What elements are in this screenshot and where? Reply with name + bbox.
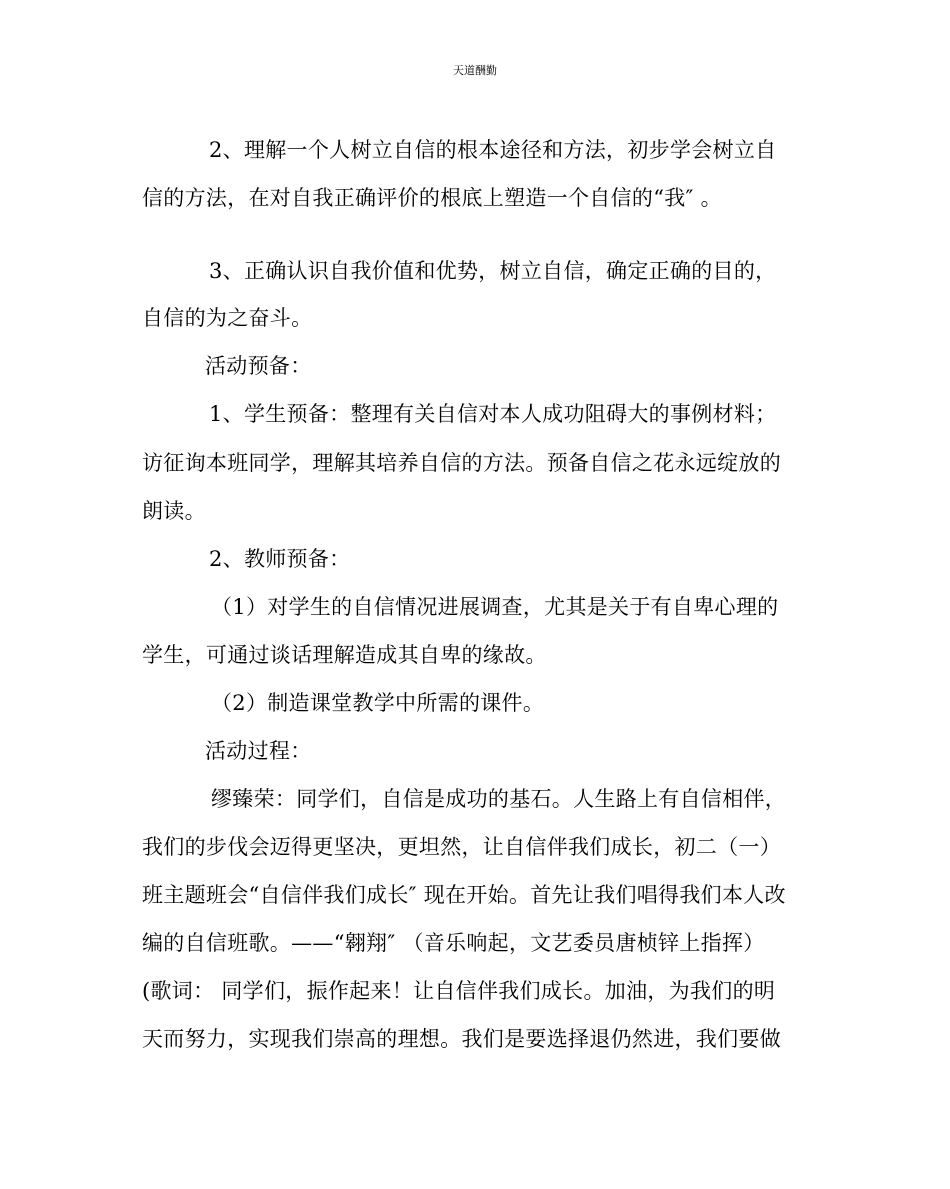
text-line: 访征询本班同学，理解其培养自信的方法。预备自信之花永远绽放的	[142, 451, 781, 475]
text-line: 班主题班会“自信伴我们成长″ 现在开始。首先让我们唱得我们本人改	[142, 883, 786, 907]
text-line: 编的自信班歌。——“翱翔″ （音乐响起，文艺委员唐桢锌上指挥）	[142, 931, 765, 955]
text-line: 2、理解一个人树立自信的根本途径和方法，初步学会树立自	[209, 138, 777, 162]
text-line: 活动预备：	[205, 354, 312, 378]
text-line: 缪臻荣：同学们，自信是成功的基石。人生路上有自信相伴，	[211, 787, 787, 811]
text-line: （1）对学生的自信情况进展调查，尤其是关于有自卑心理的	[211, 595, 779, 619]
text-line: (歌词： 同学们，振作起来！让自信伴我们成长。加油，为我们的明	[142, 979, 776, 1003]
text-line: 1、学生预备：整理有关自信对本人成功阻碍大的事例材料；	[209, 402, 777, 426]
text-line: 信的方法，在对自我正确评价的根底上塑造一个自信的“我″ 。	[142, 186, 722, 210]
text-line: 朗读。	[142, 499, 206, 523]
text-line: 2、教师预备：	[209, 547, 351, 571]
text-line: 活动过程：	[205, 739, 312, 763]
text-line: 自信的为之奋斗。	[142, 306, 313, 330]
text-line: 学生，可通过谈话理解造成其自卑的缘故。	[142, 643, 547, 667]
text-line: 我们的步伐会迈得更坚决，更坦然，让自信伴我们成长，初二（一）	[142, 835, 781, 859]
text-line: 天而努力，实现我们崇高的理想。我们是要选择退仍然进，我们要做	[142, 1027, 781, 1051]
page-header: 天道酬勤	[453, 64, 497, 77]
text-line: 3、正确认识自我价值和优势，树立自信，确定正确的目的，	[209, 259, 777, 283]
text-line: （2）制造课堂教学中所需的课件。	[211, 691, 545, 715]
